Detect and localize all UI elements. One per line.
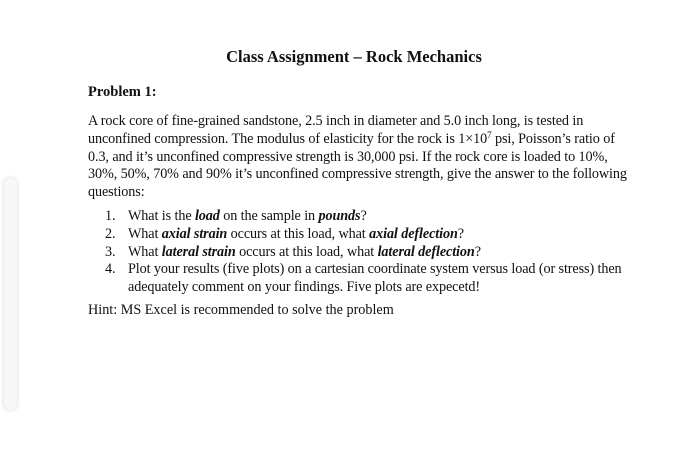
question-text: occurs at this load, what <box>235 243 378 260</box>
question-item <box>105 226 625 244</box>
document-title: Class Assignment – Rock Mechanics <box>226 47 482 66</box>
question-emphasis: axial deflection <box>369 225 458 242</box>
question-number: 2. <box>105 225 116 242</box>
question-text: ? <box>360 208 367 224</box>
question-text: ? <box>457 225 464 242</box>
question-text: What <box>128 225 162 242</box>
questions-list <box>105 208 625 297</box>
question-number: 1. <box>105 208 116 224</box>
question-number: 3. <box>105 243 116 260</box>
exponent-superscript: 7 <box>487 129 492 140</box>
question-text: occurs at this load, what <box>227 225 370 242</box>
question-text: What <box>128 243 162 260</box>
question-text: What is the <box>128 208 195 224</box>
paragraph-text-part1: A rock core of fine-grained sandstone, 2.5 inch in diameter and 5.0 inch long, is tested in unconfined compression. The modulus of elasticity for the rock is 1×10 <box>88 113 584 147</box>
question-emphasis: axial strain <box>161 225 228 242</box>
question-emphasis: lateral deflection <box>377 243 475 260</box>
question-emphasis: load <box>194 208 220 224</box>
question-number: 4. <box>105 261 116 278</box>
question-emphasis: lateral strain <box>161 243 236 260</box>
question-item <box>105 208 625 226</box>
question-item <box>105 261 625 297</box>
question-text: on the sample in <box>219 208 319 224</box>
hint-text: Hint: MS Excel is recommended to solve the problem <box>88 302 394 318</box>
paragraph-text-part2: psi, Poisson’s ratio of 0.3, and it’s unconfined compressive strength is 30,000 psi. If the rock core is loaded to 10%, 30%, 50%, 70% and 90% it’s unconfined compressive strength, give the answer to the following questions: <box>88 130 627 201</box>
problem-paragraph <box>88 113 628 202</box>
question-emphasis: pounds <box>318 208 361 224</box>
question-text: ? <box>474 243 481 260</box>
question-text: Plot your results (five plots) on a cartesian coordinate system versus load (or stress) then adequately comment on your findings. Five plots are expecetd! <box>128 261 622 296</box>
question-item <box>105 244 625 262</box>
problem-heading: Problem 1: <box>88 84 157 100</box>
